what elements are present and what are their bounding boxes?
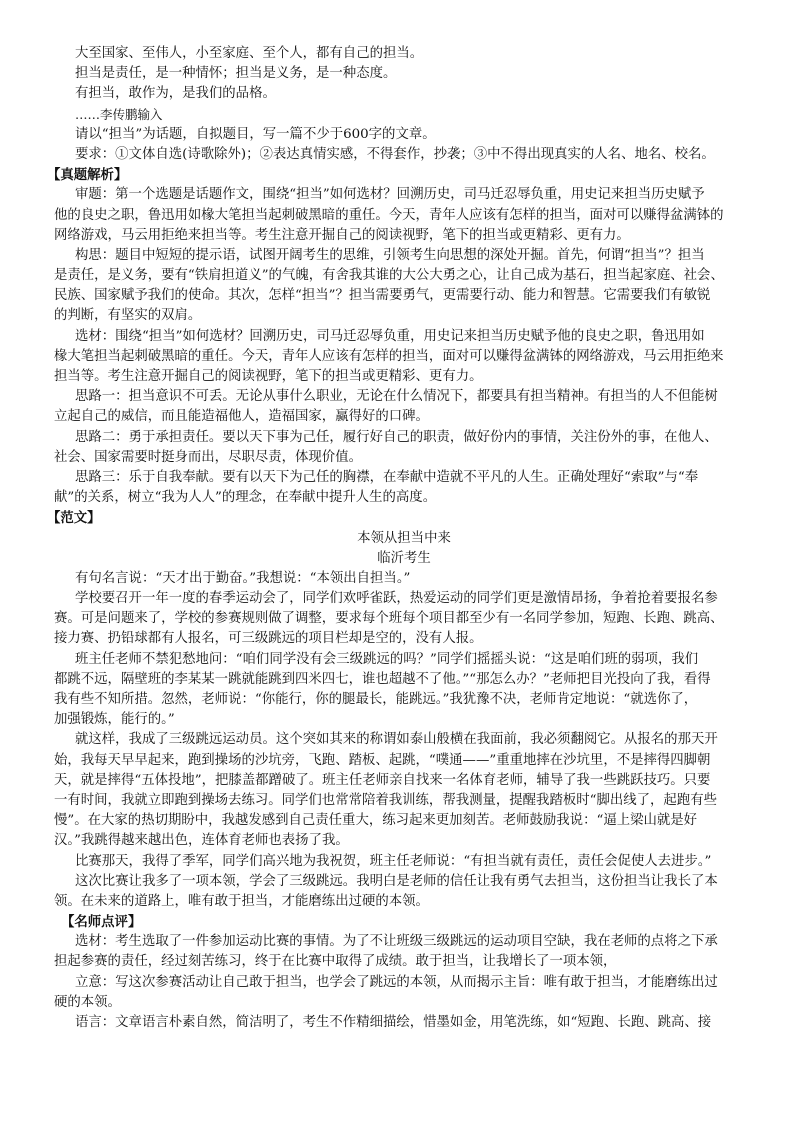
- analysis-line: 担当等。考生注意开掘自己的阅读视野，笔下的担当或更精彩、更有力。: [54, 369, 483, 384]
- essay-line: 比赛那天，我得了季军，同学们高兴地为我祝贺，班主任老师说：“有担当就有责任，责任会促使人去进步。”: [75, 853, 712, 869]
- intro-line-3: 有担当，敢作为，是我们的品格。: [75, 86, 276, 102]
- analysis-line: 的判断，有坚实的双肩。: [54, 308, 202, 324]
- analysis-line: 他的良史之职，鲁迅用如椽大笔担当起刺破黑暗的重任。今天，青年人应该有怎样的担当，面对可以赚得盆满钵的: [54, 207, 724, 223]
- intro-line-1: 大至国家、至伟人，小至家庭、至个人，都有自己的担当。: [75, 46, 424, 61]
- essay-line: 就这样，我成了三级跳远运动员。这个突如其来的称谓如泰山般横在我面前，我必须翻阅它。从报名的那天开: [75, 732, 718, 748]
- essay-title: 本领从担当中来: [357, 530, 451, 546]
- essay-line: 有句名言说：“天才出于勤奋。”我想说：“本领出自担当。”: [75, 570, 411, 586]
- intro-task: 请以“担当”为话题，自拟题目，写一篇不少于600字的文章。: [75, 126, 436, 142]
- intro-credit: ……李传鹏输入: [75, 106, 163, 122]
- review-line: 担起参赛的责任，经过刻苦练习，终于在比赛中取得了成绩。敢于担当，让我增长了一项本领，: [54, 954, 617, 970]
- review-heading: 【名师点评】: [61, 914, 142, 931]
- essay-line: 学校要召开一年一度的春季运动会了，同学们欢呼雀跃，热爱运动的同学们更是激情昂扬，争着抢着要报名参: [75, 591, 718, 607]
- essay-line: 赛。可是问题来了，学校的参赛规则做了调整，要求每个班每个项目都至少有一名同学参加，短跑、长跑、跳高、: [54, 611, 724, 627]
- intro-requirements: 要求：①文体自选(诗歌除外)；②表达真情实感，不得套作，抄袭；③中不得出现真实的人名、地名、校名。: [75, 146, 715, 162]
- essay-line: 慢”。在大家的热切期盼中，我越发感到自己责任重大，练习起来更加刻苦。老师鼓励我说：“逼上梁山就是好: [54, 813, 698, 829]
- essay-line: 始，我每天早早起来，跑到操场的沙坑旁，飞跑、踏板、起跳，“噗通——”重重地摔在沙坑里，不是摔得四脚朝: [54, 752, 711, 768]
- essay-line: 加强锻炼，能行的。”: [54, 712, 175, 728]
- essay-line: 领。在未来的道路上，唯有敢于担当，才能磨练出过硬的本领。: [54, 893, 429, 909]
- essay-line: 我有些不知所措。忽然，老师说：“你能行，你的腿最长，能跳远。”我犹豫不决，老师肯定地说：“就选你了，: [54, 692, 698, 707]
- intro-line-2: 担当是责任，是一种情怀；担当是义务，是一种态度。: [75, 66, 397, 82]
- analysis-line: 献”的关系，树立“我为人人”的理念，在奉献中提升人生的高度。: [54, 490, 437, 506]
- essay-line: 汉。”我跳得越来越出色，连体育老师也表扬了我。: [54, 833, 349, 849]
- sample-heading: 【范文】: [47, 510, 101, 527]
- document-page: [47, 44, 754, 1033]
- essay-line: 一有时间，我就立即跑到操场去练习。同学们也常常陪着我训练，帮我测量，提醒我踏板时“脚出线了，起跑有些: [54, 792, 717, 808]
- analysis-line: 是责任，是义务，要有“铁肩担道义”的气魄，有舍我其谁的大公大勇之心，让自己成为基石，担当起家庭、社会、: [54, 268, 724, 284]
- analysis-line: 思路二：勇于承担责任。要以天下事为己任，履行好自己的职责，做好份内的事情，关注份外的事，在他人、: [75, 429, 718, 445]
- essay-author: 临沂考生: [377, 550, 431, 566]
- review-line: 立意：写这次参赛活动让自己敢于担当，也学会了跳远的本领，从而揭示主旨：唯有敢于担当，才能磨练出过: [75, 974, 718, 990]
- essay-line: 天，就是摔得“五体投地”，把膝盖都蹭破了。班主任老师亲自找来一名体育老师，辅导了我一些跳跃技巧。只要: [54, 772, 711, 788]
- analysis-line: 思路一：担当意识不可丢。无论从事什么职业，无论在什么情况下，都要具有担当精神。有担当的人不但能树: [75, 389, 718, 405]
- analysis-line: 思路三：乐于自我奉献。要有以天下为己任的胸襟，在奉献中造就不平凡的人生。正确处理好“索取”与“奉: [75, 469, 699, 485]
- essay-line: 都跳不远，隔壁班的李某某一跳就能跳到四米四七，谁也超越不了他。”“那怎么办？”老师把目光投向了我，看得: [54, 671, 711, 687]
- review-line: 语言：文章语言朴素自然，简洁明了，考生不作精细描绘，惜墨如金，用笔洗练，如“短跑、长跑、跳高、接: [75, 1015, 712, 1030]
- analysis-line: 网络游戏，马云用拒绝来担当等。考生注意开掘自己的阅读视野，笔下的担当或更精彩、更有力。: [54, 227, 630, 243]
- analysis-line: 椽大笔担当起刺破黑暗的重任。今天，青年人应该有怎样的担当，面对可以赚得盆满钵的网络游戏，马云用拒绝来: [54, 348, 724, 364]
- analysis-line: 民族、国家赋予我们的使命。其次，怎样“担当”？担当需要勇气，更需要行动、能力和智慧。它需要我们有敏锐: [54, 288, 711, 304]
- analysis-line: 构思：题目中短短的提示语，试图开阔考生的思维，引领考生向思想的深处开掘。首先，何谓“担当”？担当: [75, 247, 705, 263]
- review-line: 硬的本领。: [54, 994, 121, 1010]
- analysis-line: 社会、国家需要时挺身而出，尽职尽责，体现价值。: [54, 449, 362, 465]
- essay-line: 这次比赛让我多了一项本领，学会了三级跳远。我明白是老师的信任让我有勇气去担当，这份担当让我长了本: [75, 873, 718, 889]
- analysis-line: 审题：第一个选题是话题作文，围绕“担当”如何选材？回溯历史，司马迁忍辱负重，用史记来担当历史赋予: [75, 187, 705, 203]
- essay-line: 接力赛、扔铅球都有人报名，可三级跳远的项目栏却是空的，没有人报。: [54, 631, 483, 647]
- review-line: 选材：考生选取了一件参加运动比赛的事情。为了不让班级三级跳远的运动项目空缺，我在老师的点将之下承: [75, 934, 718, 950]
- essay-line: 班主任老师不禁犯愁地问：“咱们同学没有会三级跳远的吗？”同学们摇摇头说：“这是咱们班的弱项，我们: [75, 651, 699, 667]
- analysis-line: 选材：围绕“担当”如何选材？回溯历史，司马迁忍辱负重，用史记来担当历史赋予他的良史之职，鲁迅用如: [75, 328, 705, 344]
- analysis-line: 立起自己的威信，而且能造福他人，造福国家，赢得好的口碑。: [54, 409, 429, 425]
- analysis-heading: 【真题解析】: [47, 167, 128, 184]
